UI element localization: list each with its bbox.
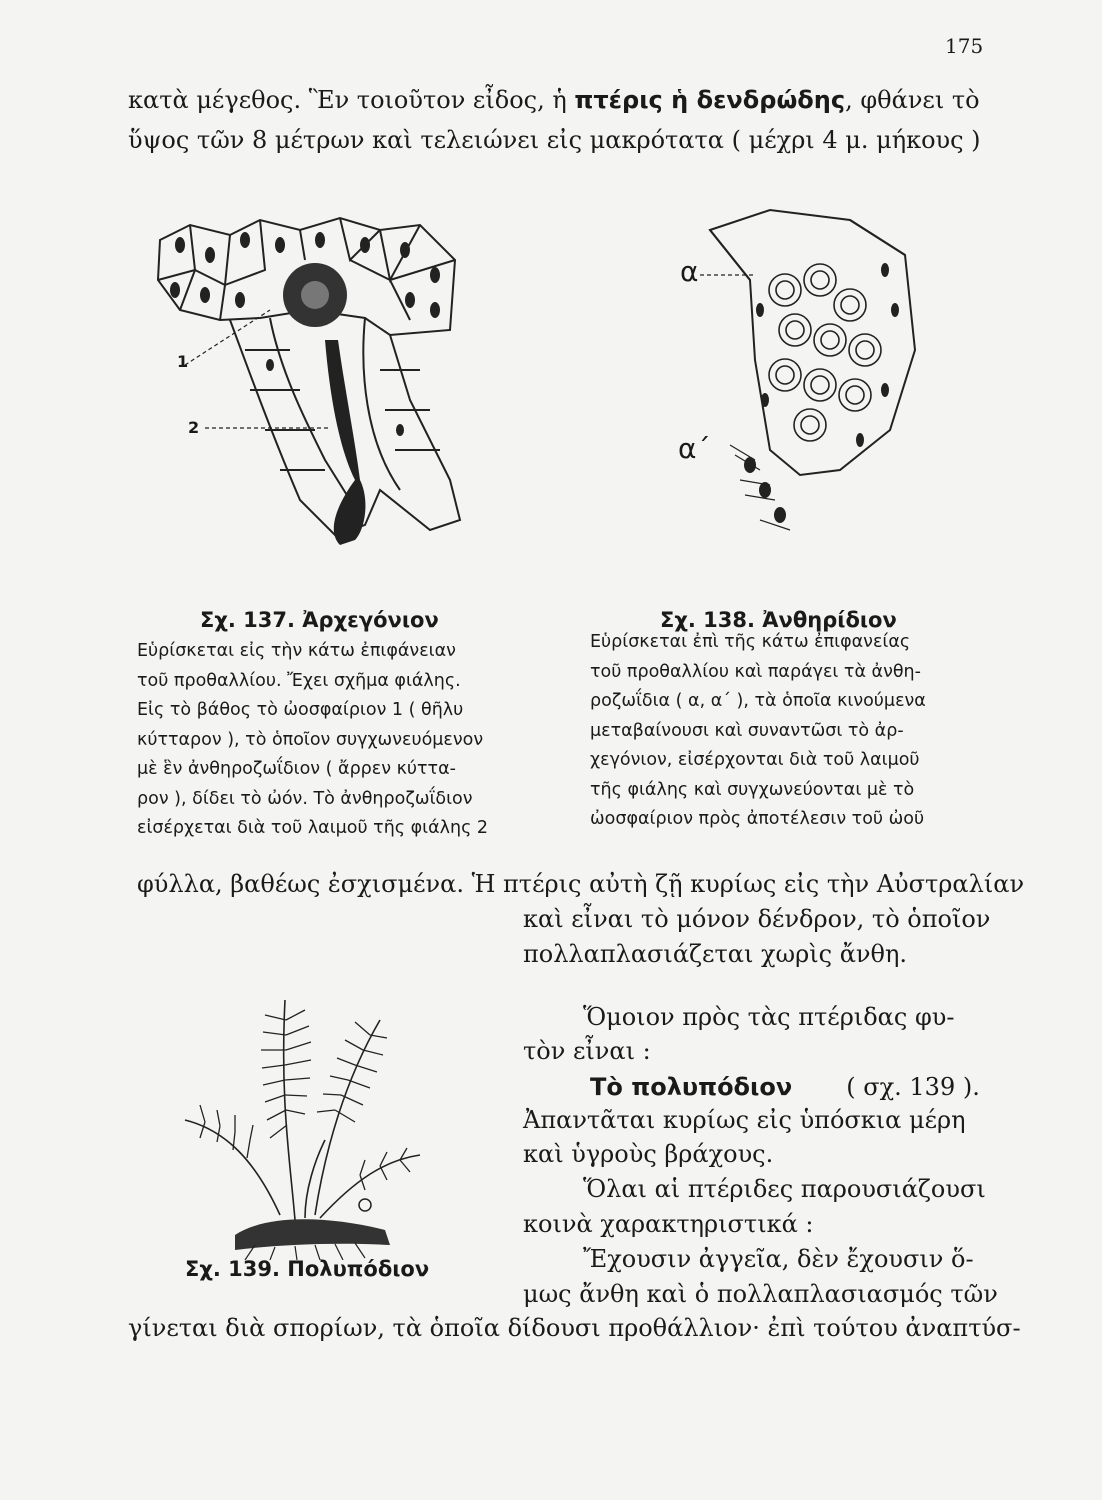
page-number: 175 — [945, 34, 984, 58]
figure-137-label-2: 2 — [188, 418, 200, 437]
right-p2-line-2: καὶ ὑγροὺς βράχους. — [523, 1140, 774, 1168]
intro-line-1: κατὰ μέγεθος. Ἓν τοιοῦτον εἶδος, ἡ πτέρις ἡ δενδρώδης, φθάνει τὸ — [128, 86, 980, 114]
bold-term-pteris: πτέρις ἡ δενδρώδης — [574, 86, 846, 114]
right-p3-line-1: Ὅλαι αἱ πτέριδες παρουσιάζουσι — [583, 1175, 986, 1203]
caption-line: ὠοσφαίριον πρὸς ἀποτέλεσιν τοῦ ὠοῦ — [590, 809, 925, 829]
caption-line: τοῦ προθαλλίου καὶ παράγει τὰ ἀνθη- — [590, 661, 921, 682]
polypodium-heading: Τὸ πολυπόδιον ( σχ. 139 ). — [590, 1073, 980, 1101]
caption-line: ροζωΐδια ( α, α΄ ), τὰ ὁποῖα κινούμενα — [590, 691, 926, 711]
right-p1-line-2: τὸν εἶναι : — [523, 1037, 651, 1065]
figure-138-label-a: α — [680, 255, 699, 288]
caption-line: τῆς φιάλης καὶ συγχωνεύονται μὲ τὸ — [590, 779, 915, 800]
figure-138-caption-title: Σχ. 138. Ἀνθηρίδιον — [660, 608, 897, 632]
caption-line: Εὑρίσκεται εἰς τὴν κάτω ἐπιφάνειαν — [137, 641, 456, 661]
right-p2-line-1: Ἀπαντᾶται κυρίως εἰς ὑπόσκια μέρη — [523, 1106, 966, 1134]
caption-line: εἰσέρχεται διὰ τοῦ λαιμοῦ τῆς φιάλης 2 — [137, 818, 489, 838]
figure-137-caption-title: Σχ. 137. Ἀρχεγόνιον — [200, 608, 439, 632]
bold-term-polypodium: Τὸ πολυπόδιον — [590, 1073, 793, 1101]
middle-line-3: πολλαπλασιάζεται χωρὶς ἄνθη. — [523, 940, 907, 968]
caption-line: τοῦ προθαλλίου. Ἔχει σχῆμα φιάλης. — [137, 670, 461, 691]
caption-line: Εὑρίσκεται ἐπὶ τῆς κάτω ἐπιφανείας — [590, 632, 911, 652]
caption-line: χεγόνιον, εἰσέρχονται διὰ τοῦ λαιμοῦ — [590, 750, 920, 770]
figure-137-caption — [137, 641, 488, 848]
figure-137-label-1: 1 — [177, 352, 189, 371]
right-p1-line-1: Ὅμοιον πρὸς τὰς πτέριδας φυ- — [583, 1003, 955, 1031]
caption-line: μεταβαίνουσι καὶ συναντῶσι τὸ ἀρ- — [590, 720, 904, 741]
last-line: γίνεται διὰ σπορίων, τὰ ὁποῖα δίδουσι προθάλλιον· ἐπὶ τούτου ἀναπτύσ- — [128, 1314, 1021, 1342]
figure-138-caption — [590, 632, 926, 839]
right-p4-line-1: Ἔχουσιν ἀγγεῖα, δὲν ἔχουσιν ὅ- — [583, 1245, 974, 1273]
caption-line: μὲ ἓν ἀνθηροζωΐδιον ( ἄρρεν κύττα- — [137, 759, 456, 779]
caption-line: Εἰς τὸ βάθος τὸ ὠοσφαίριον 1 ( θῆλυ — [137, 700, 464, 720]
antheridium-illustration — [700, 200, 960, 540]
right-p4-line-2: μως ἄνθη καὶ ὁ πολλαπλασιασμός τῶν — [523, 1280, 998, 1308]
caption-line: κύτταρον ), τὸ ὁποῖον συγχωνευόμενον — [137, 729, 484, 750]
right-p3-line-2: κοινὰ χαρακτηριστικά : — [523, 1210, 814, 1238]
caption-line: ρον ), δίδει τὸ ὠόν. Τὸ ἀνθηροζωΐδιον — [137, 788, 473, 809]
figure-138-label-a-prime: α΄ — [678, 432, 711, 465]
middle-line-2: καὶ εἶναι τὸ μόνον δένδρον, τὸ ὁποῖον — [523, 905, 991, 933]
polypodium-illustration — [165, 960, 455, 1260]
archegonium-illustration — [150, 200, 480, 570]
figure-139-caption-title: Σχ. 139. Πολυπόδιον — [185, 1257, 430, 1281]
intro-line-2: ὕψος τῶν 8 μέτρων καὶ τελειώνει εἰς μακρότατα ( μέχρι 4 μ. μήκους ) — [128, 126, 981, 154]
middle-line-1: φύλλα, βαθέως ἐσχισμένα. Ἡ πτέρις αὐτὴ ζῇ κυρίως εἰς τὴν Αὐστραλίαν — [137, 870, 1025, 898]
